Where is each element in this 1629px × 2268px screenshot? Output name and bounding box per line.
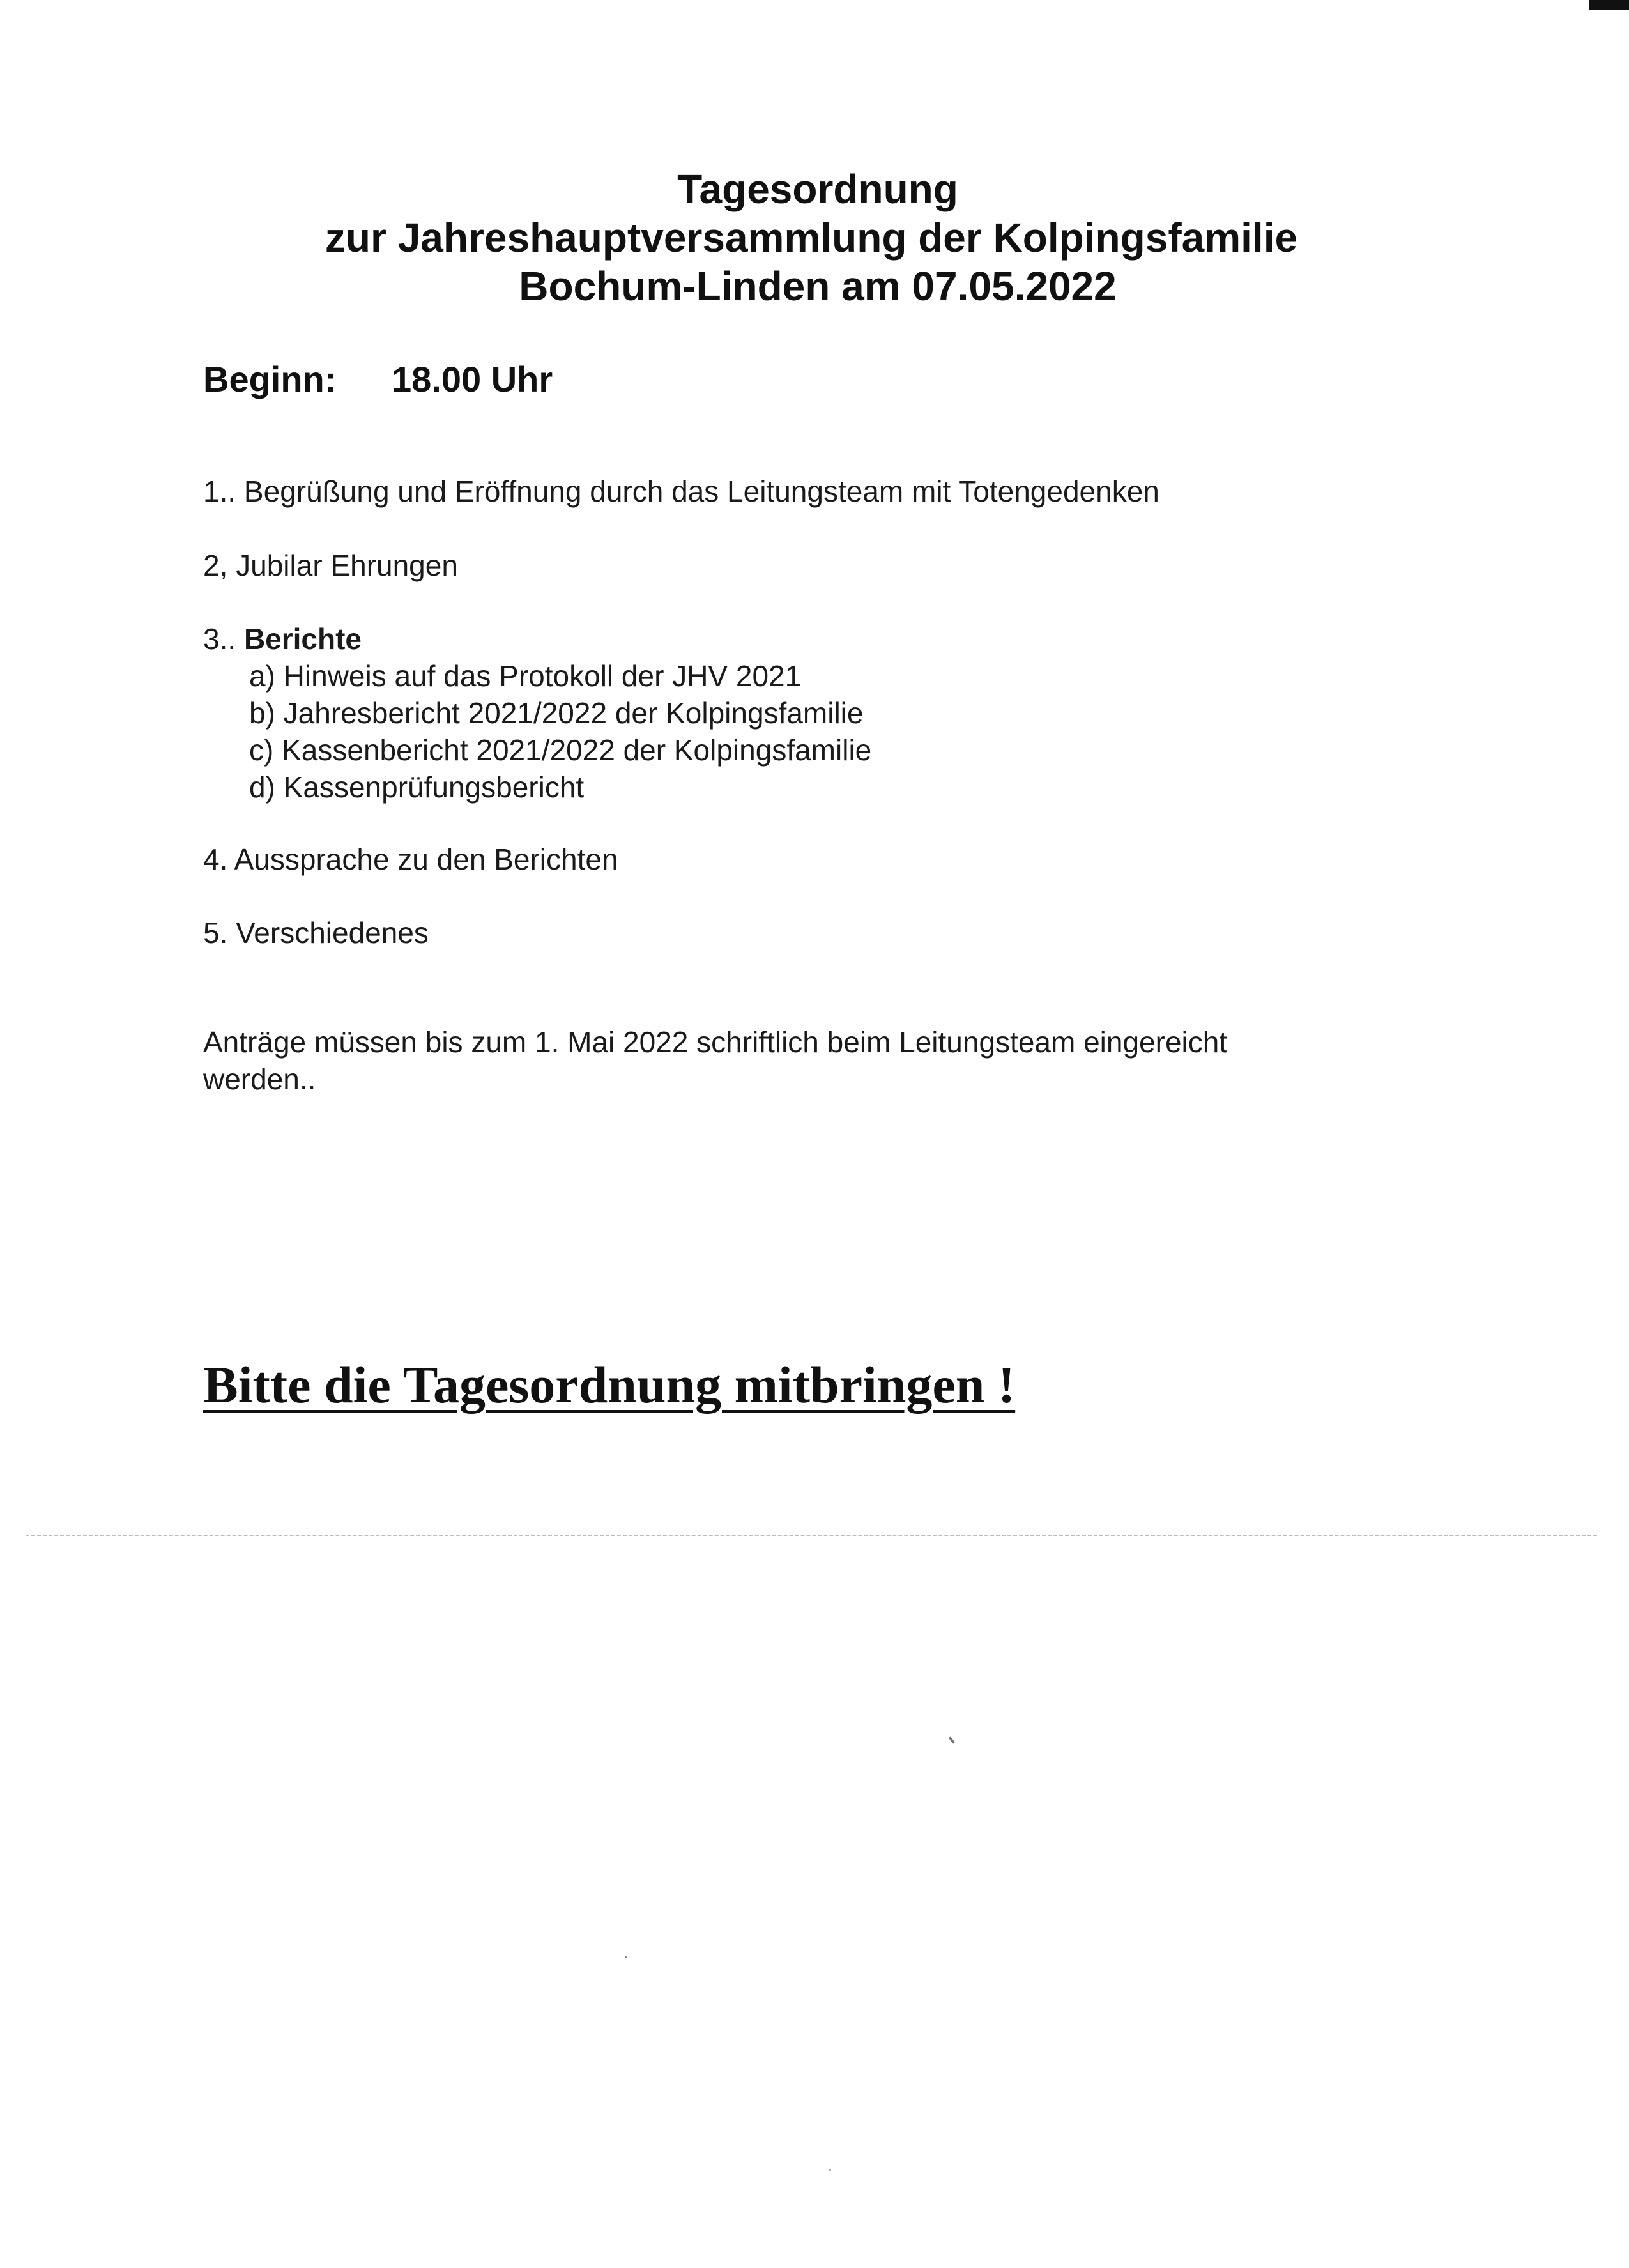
notice-line: werden.. xyxy=(203,1062,316,1096)
start-label: Beginn: xyxy=(203,359,337,399)
start-time-row xyxy=(203,356,553,402)
bring-agenda-reminder: Bitte die Tagesordnung mitbringen ! xyxy=(203,1356,1016,1414)
scan-speck xyxy=(625,1956,627,1958)
title-line: Tagesordnung xyxy=(677,166,958,212)
scan-edge-mark xyxy=(1589,0,1629,10)
agenda-item-number: 3.. xyxy=(203,622,244,655)
agenda-item-1: 1.. Begrüßung und Eröffnung durch das Leitungsteam mit Totengedenken xyxy=(203,475,1159,508)
agenda-subitem: b) Jahresbericht 2021/2022 der Kolpingsfamilie xyxy=(249,696,864,730)
agenda-subitem: d) Kassenprüfungsbericht xyxy=(249,770,585,804)
fold-line xyxy=(26,1535,1597,1536)
agenda-item-5: 5. Verschiedenes xyxy=(203,916,429,949)
agenda-item-3 xyxy=(203,620,362,657)
agenda-item-4: 4. Aussprache zu den Berichten xyxy=(203,843,618,876)
submission-notice xyxy=(203,1023,1366,1098)
document-title xyxy=(0,165,1629,310)
scan-speck xyxy=(949,1736,955,1744)
agenda-item-2: 2, Jubilar Ehrungen xyxy=(203,549,458,582)
title-line: Bochum-Linden am 07.05.2022 xyxy=(519,263,1117,309)
agenda-item-heading: Berichte xyxy=(243,622,362,655)
scan-speck xyxy=(829,2169,831,2171)
title-line: zur Jahreshauptversammlung der Kolpingsfamilie xyxy=(325,215,1298,261)
start-time: 18.00 Uhr xyxy=(392,359,553,399)
agenda-subitem: c) Kassenbericht 2021/2022 der Kolpingsfamilie xyxy=(249,733,872,767)
notice-line: Anträge müssen bis zum 1. Mai 2022 schriftlich beim Leitungsteam eingereicht xyxy=(203,1025,1228,1059)
agenda-subitem: a) Hinweis auf das Protokoll der JHV 2021 xyxy=(249,659,802,693)
